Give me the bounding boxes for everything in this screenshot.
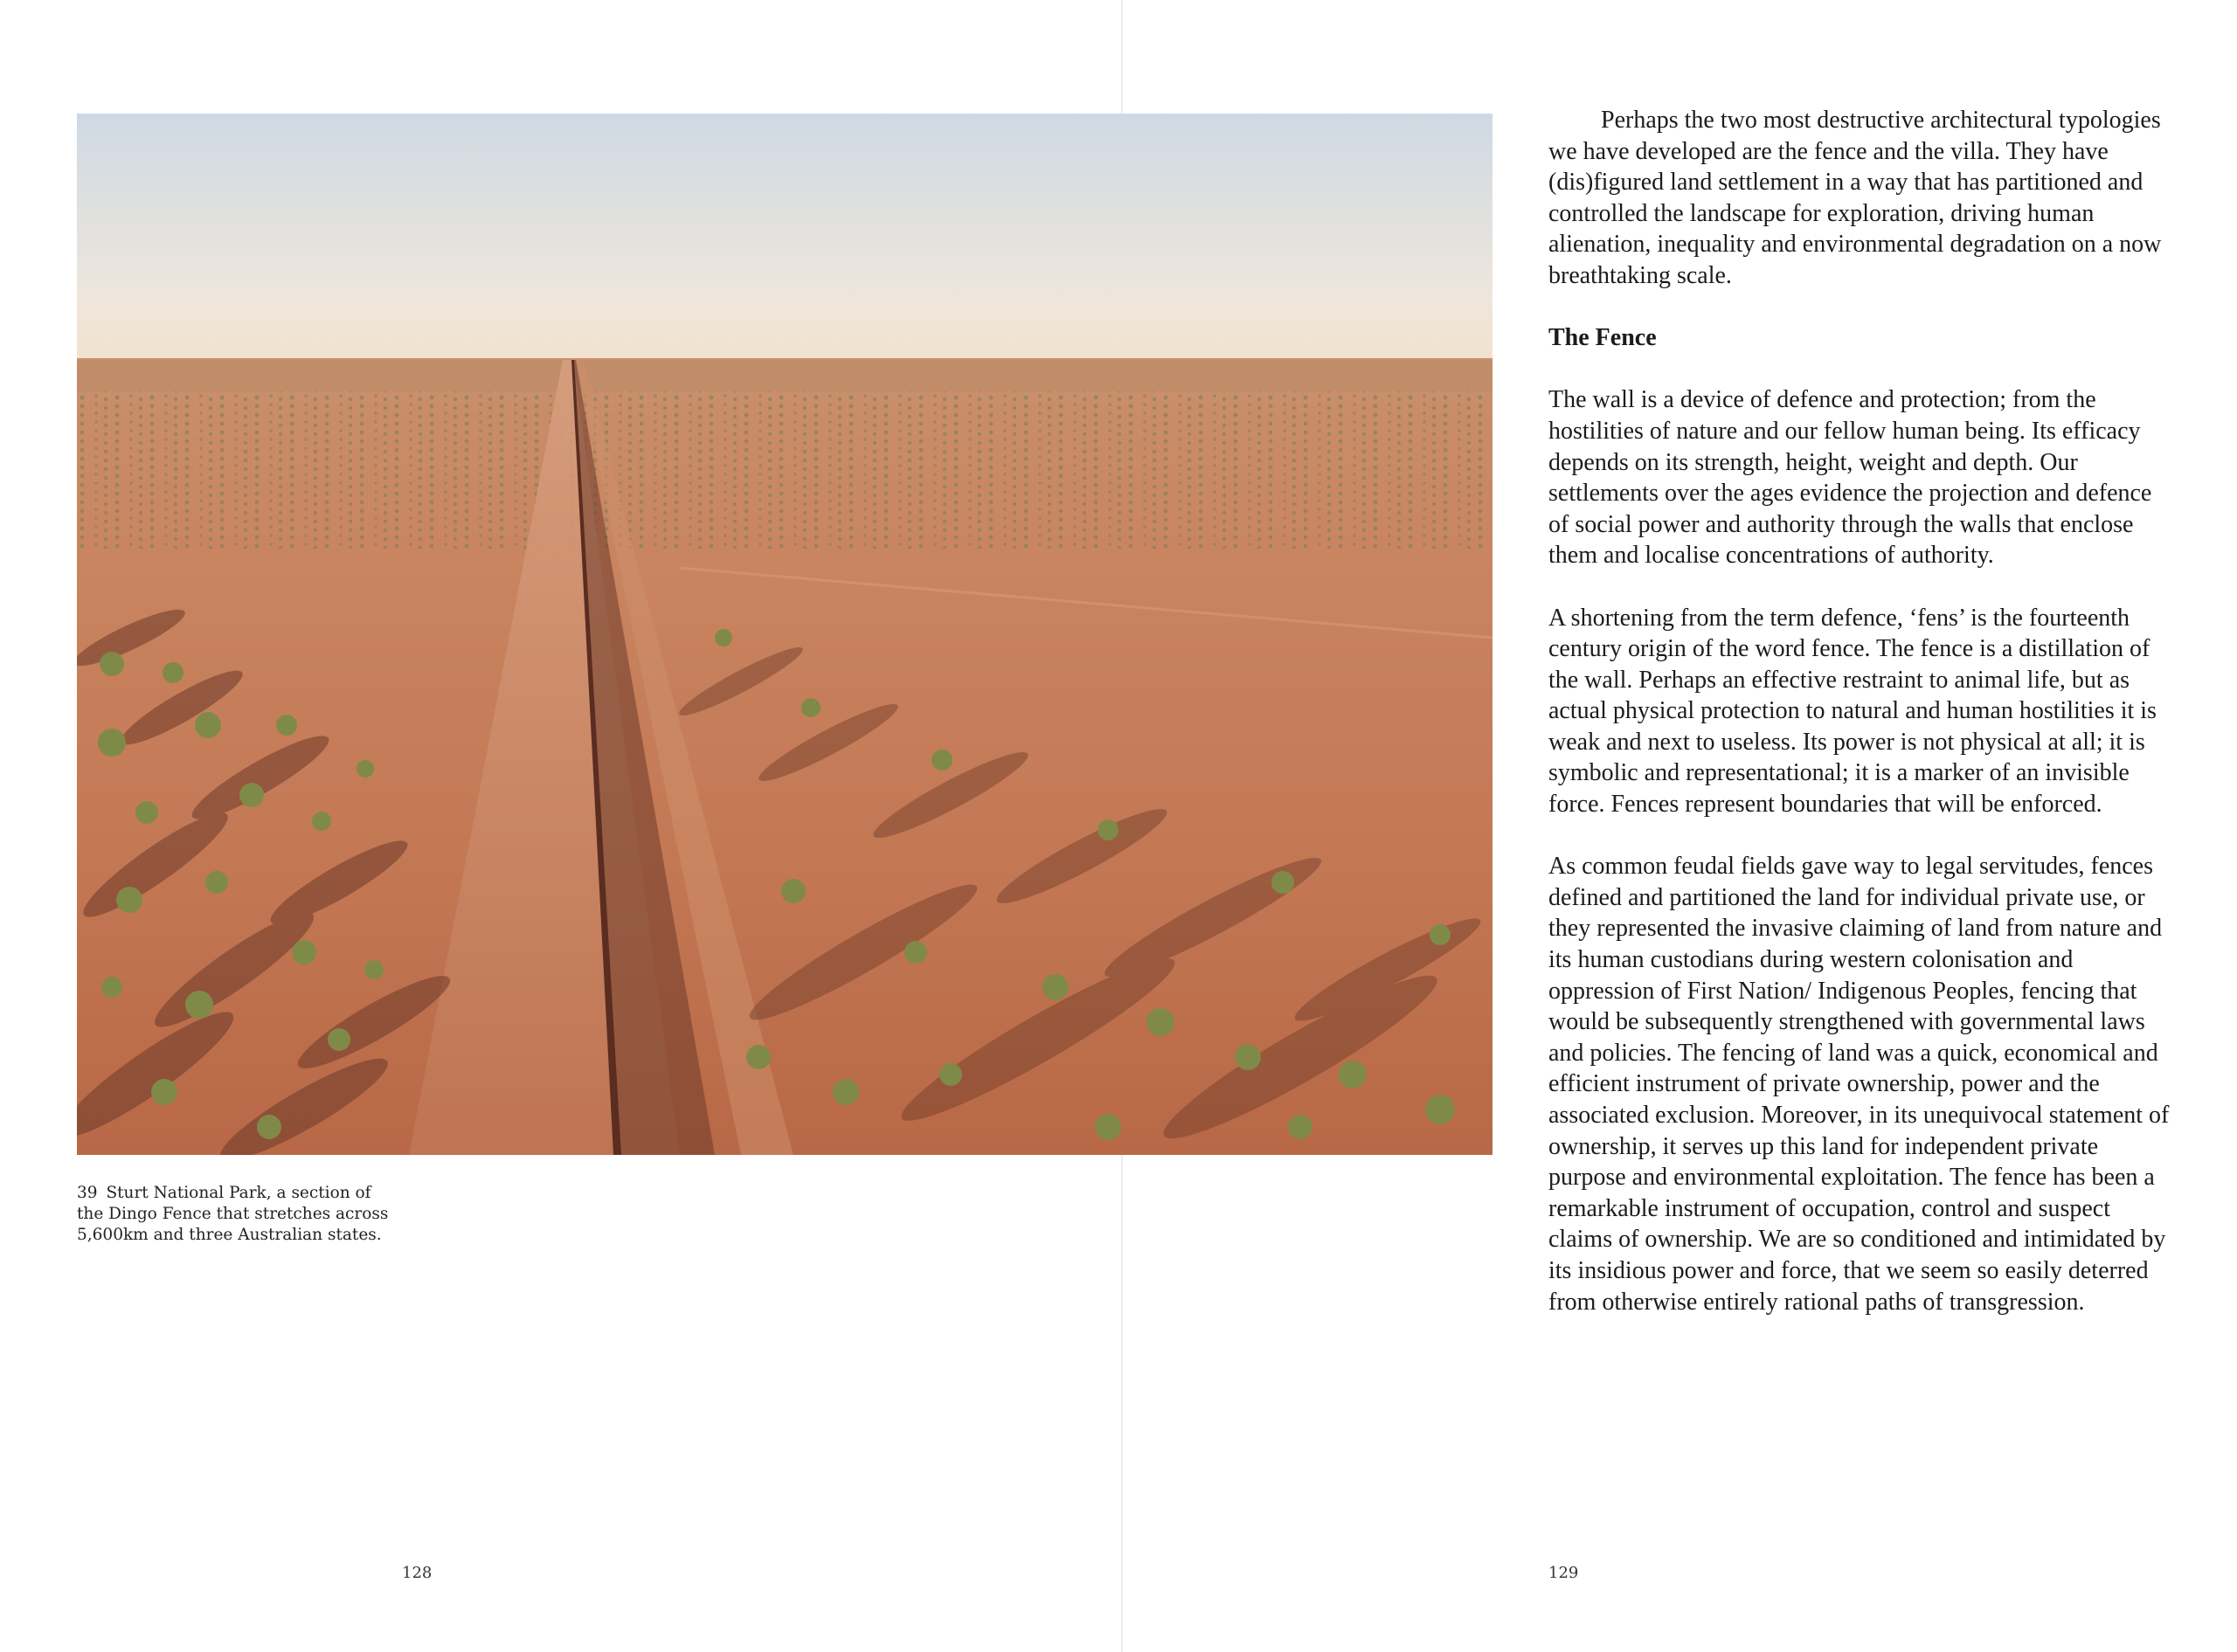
- body-paragraph-2: A shortening from the term defence, ‘fens’ is the fourteenth century origin of the word fence. The fence is a distillation of the wall. Perhaps an effective restraint to animal life, but as actual physical protection to natural and human hostilities it is weak and next to useless. Its power is not physical at all; it is symbolic and representational; it is a marker of an invisible force. Fences represent boundaries that will be enforced.: [1548, 604, 2157, 819]
- body-text-column: [1548, 105, 2178, 1349]
- photo-caption: [77, 1183, 391, 1246]
- body-paragraph-3: As common feudal fields gave way to legal servitudes, fences defined and partitioned the land for individual private use, or they represented the invasive claiming of land from nature and its human custodians during western colonisation and oppression of First Nation/ Indigenous Peoples, fencing that would be subsequently strengthened with governmental laws and policies. The fencing of land was a quick, economical and efficient instrument of private ownership, power and the associated exclusion. Moreover, in its unequivocal statement of ownership, it serves up this land for independent private purpose and environmental exploitation. The fence has been a remarkable instrument of occupation, control and suspect claims of ownership. We are so conditioned and intimidated by its insidious power and force, that we seem so easily deterred from otherwise entirely rational paths of transgression.: [1548, 853, 2170, 1316]
- section-heading: The Fence: [1548, 324, 1657, 352]
- caption-text: Sturt National Park, a section of the Dingo Fence that stretches across 5,600km and three Australian states.: [77, 1184, 389, 1244]
- body-paragraph-1: The wall is a device of defence and protection; from the hostilities of nature and our fellow human being. Its efficacy depends on its strength, height, weight and depth. Our settlements over the ages evidence the projection and defence of social power and authority through the walls that enclose them and localise concentrations of authority.: [1548, 386, 2152, 570]
- aerial-photo-dingo-fence-icon: [77, 114, 1492, 1155]
- page-number-left: 128: [402, 1564, 433, 1582]
- page-number-right: 129: [1548, 1564, 1579, 1582]
- intro-paragraph: Perhaps the two most destructive architectural typologies we have developed are the fence and the villa. They have (dis)figured land settlement in a way that has partitioned and controlled the landscape for exploration, driving human alienation, inequality and environmental degradation on a now breathtaking scale.: [1548, 107, 2162, 289]
- caption-number: 39: [77, 1184, 98, 1202]
- aerial-photo: [77, 114, 1492, 1155]
